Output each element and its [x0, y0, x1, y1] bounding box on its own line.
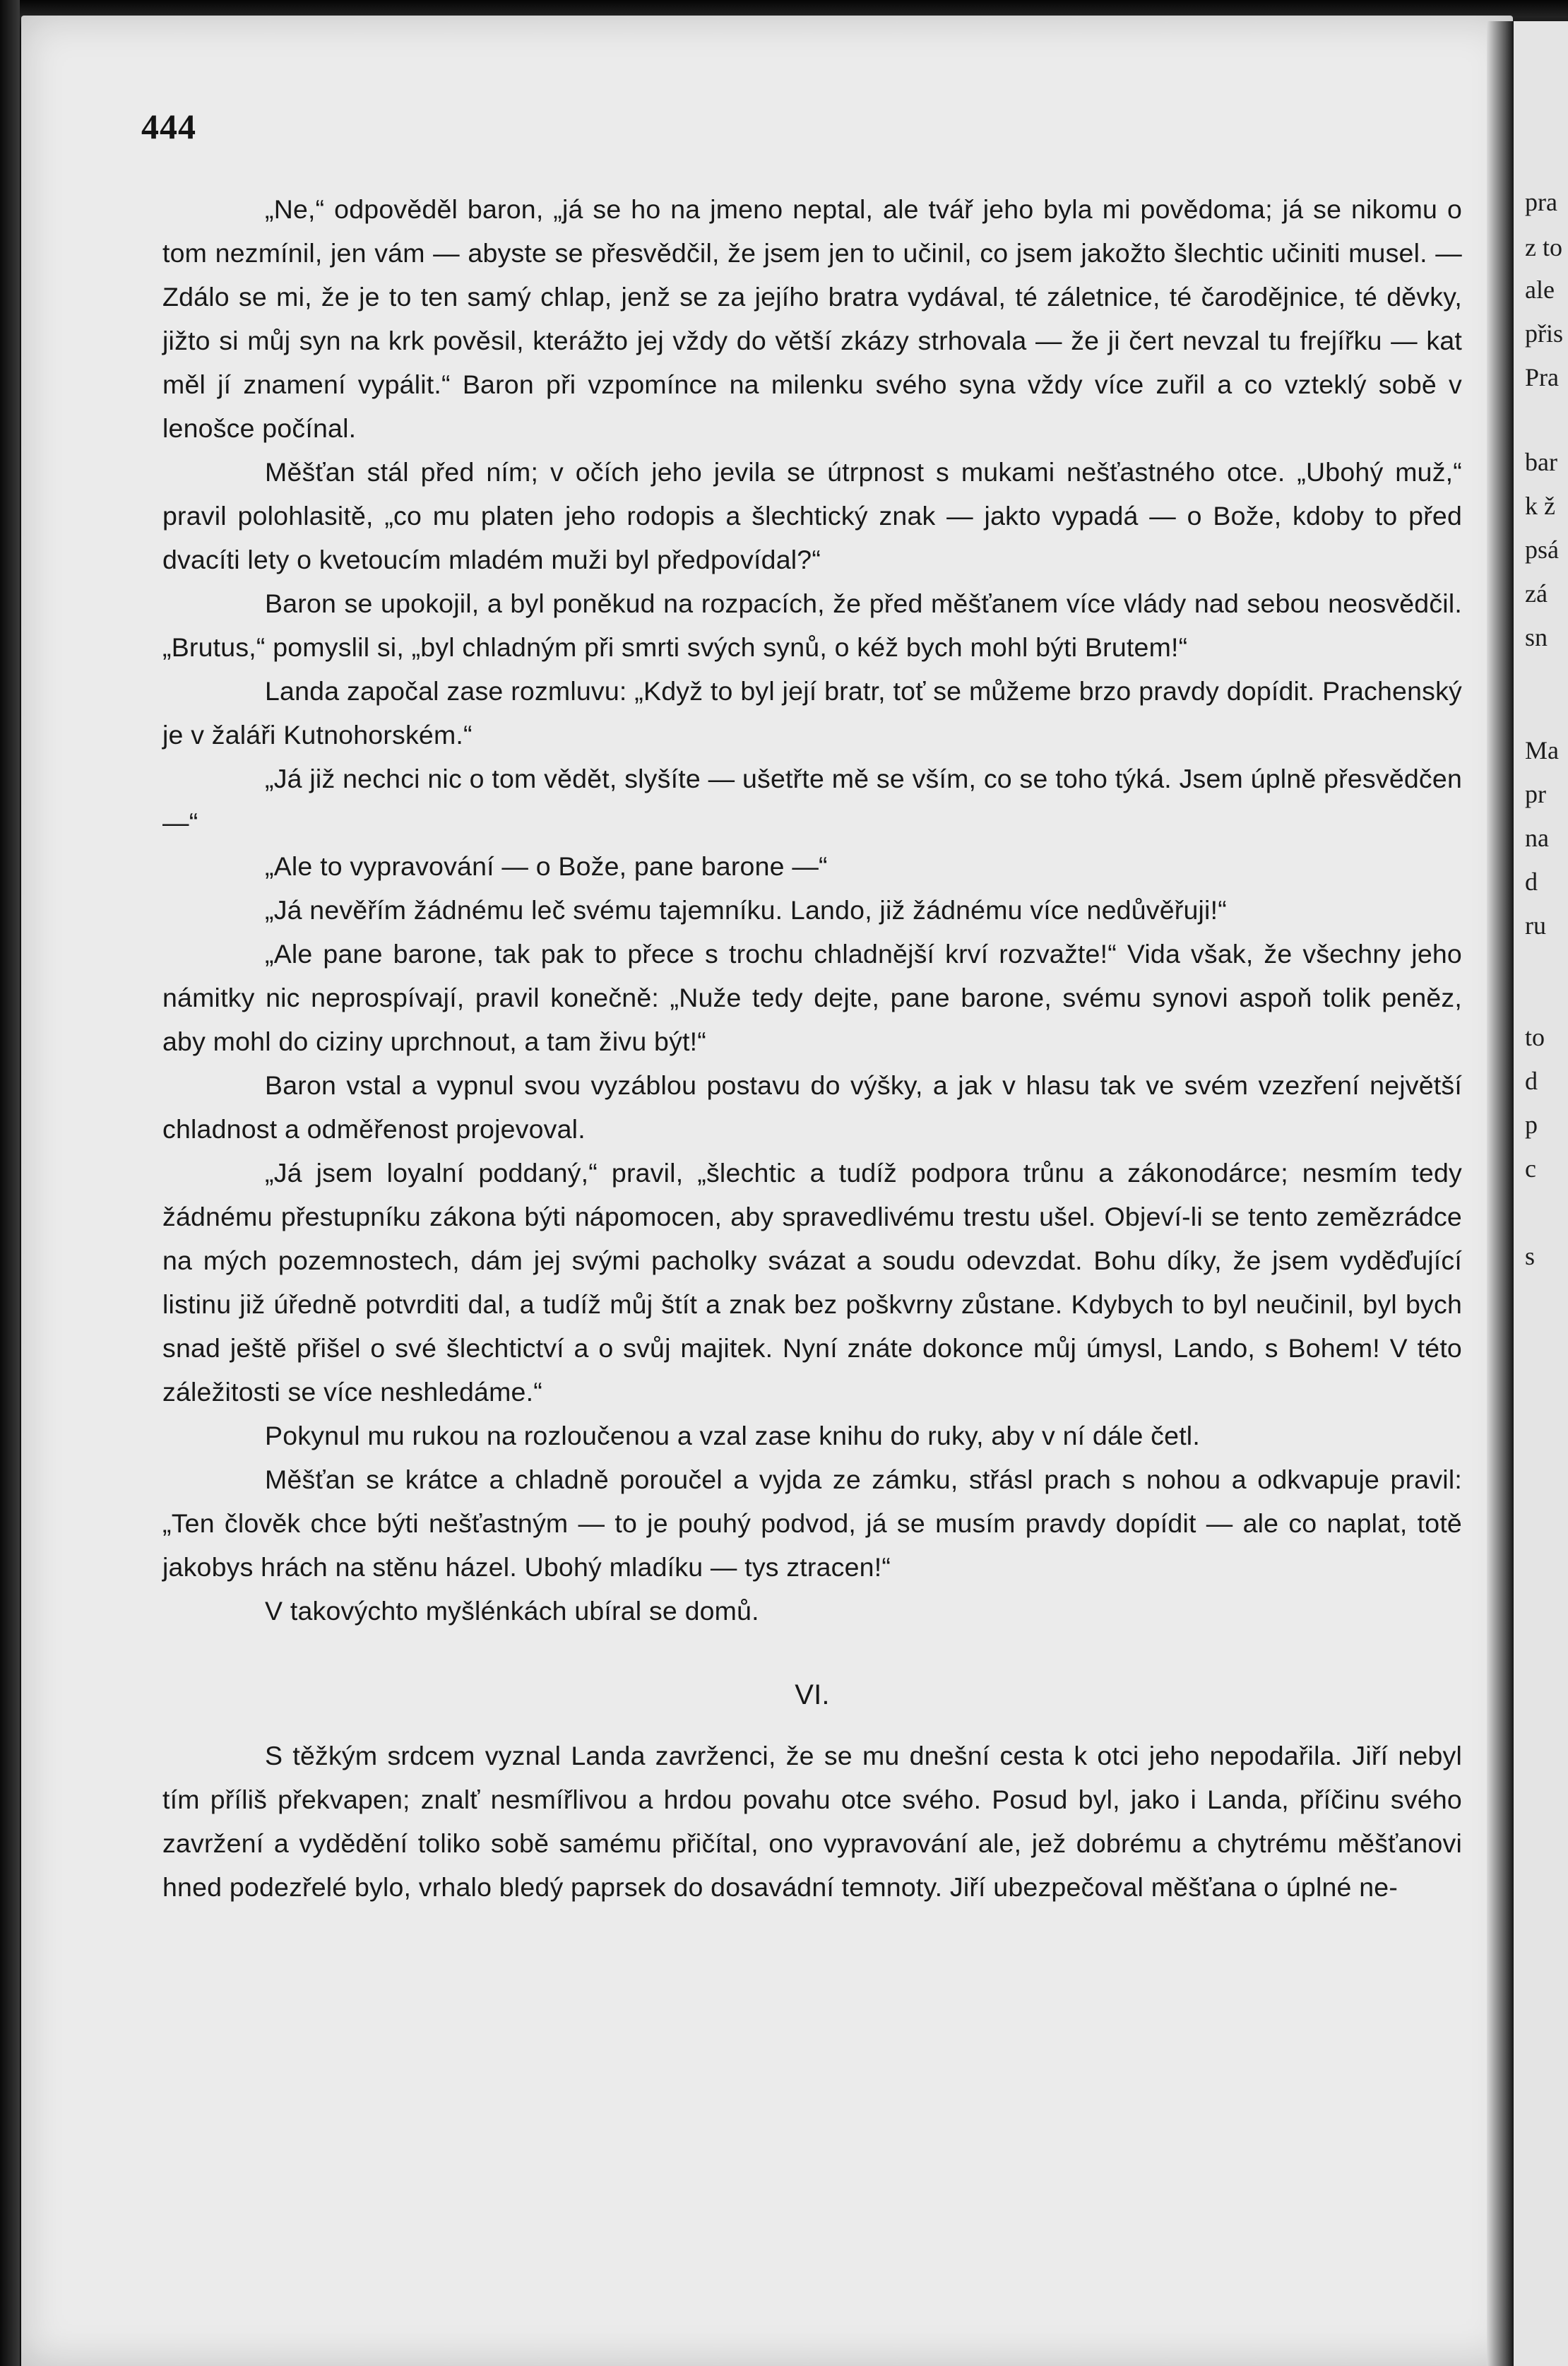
adjacent-fragment: d — [1525, 1067, 1538, 1095]
paragraph: Pokynul mu rukou na rozloučenou a vzal zase knihu do ruky, aby v ní dále četl. — [265, 1421, 1200, 1450]
left-book-edge — [0, 0, 20, 2366]
adjacent-page — [1514, 21, 1568, 2366]
adjacent-fragment: přis — [1525, 319, 1563, 348]
chapter-heading: VI. — [795, 1679, 830, 1710]
adjacent-fragment: d — [1525, 868, 1538, 896]
paragraph: Měšťan stál před ním; v očích jeho jevila se útrpnost s mukami nešťastného otce. „Ubohý muž,“ pravil polohlasitě, „co mu platen jeho rodopis a šlechtický znak — jakto vypadá — o Bože, kdoby to před dvacíti lety o kvetoucím mladém muži byl předpovídal?“ — [162, 457, 1462, 574]
paragraph: Baron se upokojil, a byl poněkud na rozpacích, že před měšťanem více vlády nad sebou neosvědčil. „Brutus,“ pomyslil si, „byl chladným při smrti svých synů, o kéž bych mohl býti Brutem!“ — [162, 588, 1462, 662]
adjacent-fragment: sn — [1525, 623, 1548, 651]
body-text — [162, 187, 1462, 1909]
adjacent-fragment: na — [1525, 824, 1549, 852]
adjacent-fragment: c — [1525, 1154, 1536, 1183]
paragraph: „Já již nechci nic o tom vědět, slyšíte — ušetřte mě se vším, co se toho týká. Jsem úplně přesvědčen —“ — [162, 764, 1462, 837]
paragraph: V takovýchto myšlénkách ubíral se domů. — [265, 1596, 759, 1626]
adjacent-fragment: zá — [1525, 579, 1548, 608]
paragraph: Baron vstal a vypnul svou vyzáblou postavu do výšky, a jak v hlasu tak ve svém vzezření největší chladnost a odměřenost projevoval. — [162, 1070, 1462, 1144]
adjacent-fragment: ale — [1525, 276, 1555, 304]
book-gutter — [1487, 21, 1514, 2366]
adjacent-fragment: pra — [1525, 188, 1557, 216]
adjacent-fragment: Pra — [1525, 363, 1559, 391]
adjacent-fragment: Ma — [1525, 736, 1559, 764]
adjacent-fragment: s — [1525, 1242, 1536, 1270]
paragraph: „Ale pane barone, tak pak to přece s trochu chladnější krví rozvažte!“ Vida však, že všechny jeho námitky nic neprospívají, pravil konečně: „Nuže tedy dejte, pane barone, svému synovi aspoň tolik peněz, aby mohl do ciziny uprchnout, a tam živu být!“ — [162, 939, 1462, 1056]
adjacent-fragment: psá — [1525, 536, 1559, 564]
adjacent-fragment: k ž — [1525, 492, 1555, 520]
paragraph: S těžkým srdcem vyznal Landa zavrženci, že se mu dnešní cesta k otci jeho nepodařila. Jiří nebyl tím příliš překvapen; znalť nesmířlivou a hrdou povahu otce svého. Posud byl, jako i Landa, příčinu svého zavržení a vydědění toliko sobě samému přičítal, ono vypravování ale, jež dobrému a chytrému měšťanovi hned podezřelé bylo, vrhalo bledý paprsek do dosavádní temnoty. Jiří ubezpečoval měšťana o úplné ne- — [162, 1741, 1462, 1902]
adjacent-fragment: to — [1525, 1023, 1545, 1051]
adjacent-fragment: p — [1525, 1111, 1538, 1139]
paragraph: „Já jsem loyalní poddaný,“ pravil, „šlechtic a tudíž podpora trůnu a zákonodárce; nesmím tedy žádnému přestupníku zákona býti nápomocen, aby spravedlivému trestu ušel. Objeví-li se tento zemězrádce na mých pozemnostech, dám jej svými pacholky svázat a soudu odevzdat. Bohu díky, že jsem vyděďující listinu již úředně potvrditi dal, a tudíž můj štít a znak bez poškvrny zůstane. Kdybych to byl neučinil, byl bych snad ještě přišel o své šlechtictví a o svůj majitek. Nyní znáte dokonce můj úmysl, Lando, s Bohem! V této záležitosti se více neshledáme.“ — [162, 1158, 1462, 1407]
paragraph: „Ne,“ odpověděl baron, „já se ho na jmeno neptal, ale tvář jeho byla mi povědoma; já se nikomu o tom nezmínil, jen vám — abyste se přesvědčil, že jsem jen to učinil, co jsem jakožto šlechtic učiniti musel. — Zdálo se mi, že je to ten samý chlap, jenž se za jejího bratra vydával, té záletnice, té čarodějnice, té děvky, jižto si můj syn na krk pověsil, kterážto jej vždy do větší zkázy strhovala — že ji čert nevzal tu frejířku — kat měl jí znamení vypálit.“ Baron při vzpomínce na milenku svého syna vždy více zuřil a co vzteklý sobě v lenošce počínal. — [162, 194, 1462, 443]
adjacent-fragment: pr — [1525, 780, 1546, 808]
paragraph: Landa započal zase rozmluvu: „Když to byl její bratr, toť se můžeme brzo pravdy dopídit. Prachenský je v žaláři Kutnohorském.“ — [162, 676, 1462, 750]
adjacent-fragment: bar — [1525, 448, 1557, 476]
paragraph: „Ale to vypravování — o Bože, pane barone —“ — [265, 851, 828, 881]
paragraph: Měšťan se krátce a chladně poroučel a vyjda ze zámku, střásl prach s nohou a odkvapuje pravil: „Ten člověk chce býti nešťastným — to je pouhý podvod, já se musím pravdy dopídit — ale co naplat, totě jakobys hrách na stěnu házel. Ubohý mladíku — tys ztracen!“ — [162, 1465, 1462, 1582]
paragraph: „Já nevěřím žádnému leč svému tajemníku. Lando, již žádnému více nedůvěřuji!“ — [265, 895, 1227, 925]
adjacent-fragment: ru — [1525, 911, 1546, 940]
page-number: 444 — [141, 107, 196, 146]
adjacent-fragment: z to — [1525, 233, 1562, 261]
